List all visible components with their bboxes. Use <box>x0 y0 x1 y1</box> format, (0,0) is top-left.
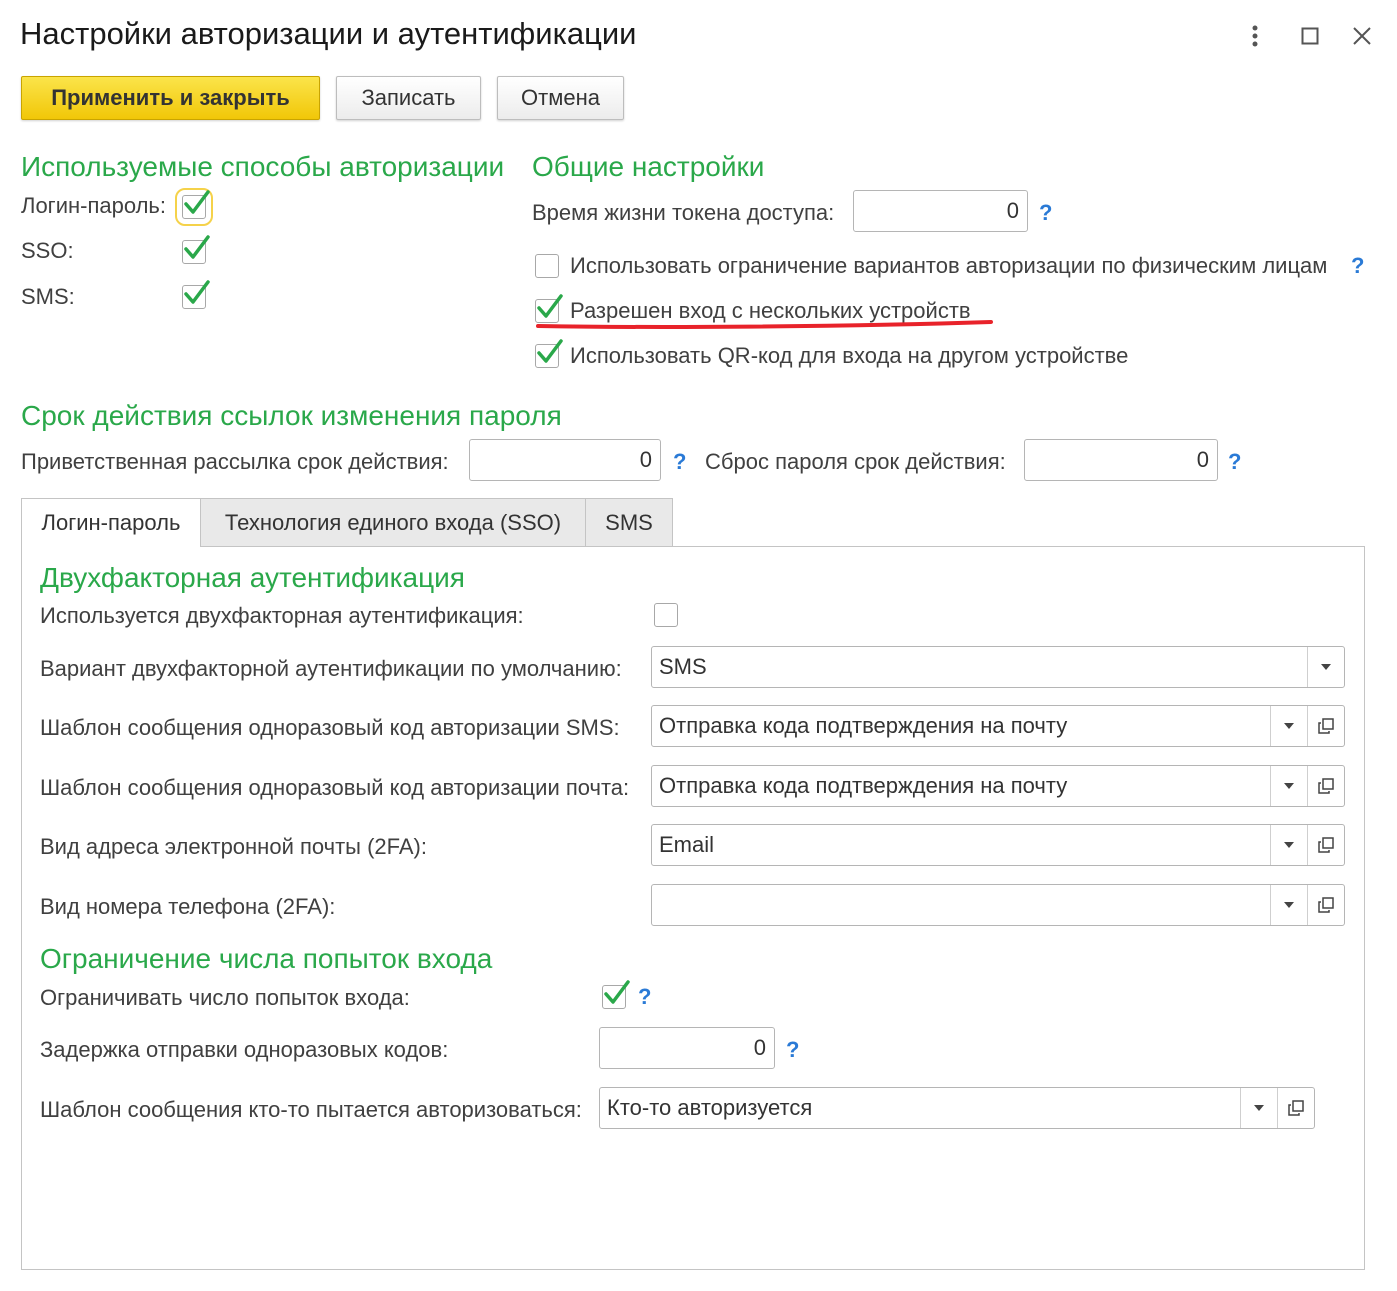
more-vertical-icon[interactable] <box>1237 18 1273 54</box>
window-title: Настройки авторизации и аутентификации <box>20 16 637 51</box>
chevron-down-icon[interactable] <box>1270 885 1307 925</box>
close-icon[interactable] <box>1344 18 1380 54</box>
phone-kind-select[interactable] <box>651 884 1345 926</box>
mail-template-label: Шаблон сообщения одноразовый код авторизации почта: <box>40 775 630 800</box>
password-reset-help-icon[interactable]: ? <box>1228 449 1242 474</box>
check-icon <box>182 278 212 308</box>
open-form-icon[interactable] <box>1277 1088 1314 1128</box>
chevron-down-icon[interactable] <box>1240 1088 1277 1128</box>
sso-checkbox[interactable] <box>182 240 206 264</box>
token-lifetime-input[interactable]: 0 <box>853 190 1028 232</box>
apply-and-close-button[interactable]: Применить и закрыть <box>21 76 320 120</box>
general-settings-title: Общие настройки <box>532 151 765 182</box>
restrict-by-person-checkbox[interactable] <box>535 254 559 278</box>
attempt-template-select[interactable] <box>599 1087 1315 1129</box>
sso-label: SSO: <box>21 238 74 263</box>
chevron-down-icon[interactable] <box>1307 647 1344 687</box>
save-button[interactable]: Записать <box>336 76 481 120</box>
check-icon <box>182 188 212 218</box>
limit-attempts-label: Ограничивать число попыток входа: <box>40 985 410 1010</box>
limit-attempts-checkbox[interactable] <box>602 985 626 1009</box>
phone-kind-value <box>652 885 1270 925</box>
code-delay-help-icon[interactable]: ? <box>786 1037 800 1062</box>
sms-checkbox[interactable] <box>182 285 206 309</box>
two-factor-used-label: Используется двухфакторная аутентификация: <box>40 603 524 628</box>
email-kind-value: Email <box>659 832 715 857</box>
token-lifetime-label: Время жизни токена доступа: <box>532 200 835 225</box>
mail-template-select[interactable] <box>651 765 1345 807</box>
sms-label: SMS: <box>21 284 75 309</box>
welcome-mailing-input[interactable]: 0 <box>469 439 661 481</box>
restrict-by-person-help-icon[interactable]: ? <box>1351 253 1365 278</box>
two-factor-title: Двухфакторная аутентификация <box>40 562 465 593</box>
tab-sso[interactable]: Технология единого входа (SSO) <box>200 498 586 546</box>
password-links-title: Срок действия ссылок изменения пароля <box>21 400 562 431</box>
email-kind-label: Вид адреса электронной почты (2FA): <box>40 834 427 859</box>
login-attempts-title: Ограничение числа попыток входа <box>40 943 493 974</box>
default-variant-select[interactable] <box>651 646 1345 688</box>
sms-template-select[interactable] <box>651 705 1345 747</box>
chevron-down-icon[interactable] <box>1270 766 1307 806</box>
open-form-icon[interactable] <box>1307 706 1344 746</box>
default-variant-label: Вариант двухфакторной аутентификации по умолчанию: <box>40 656 622 681</box>
qr-code-checkbox[interactable] <box>535 344 559 368</box>
open-form-icon[interactable] <box>1307 885 1344 925</box>
welcome-mailing-help-icon[interactable]: ? <box>673 449 687 474</box>
open-form-icon[interactable] <box>1307 766 1344 806</box>
sms-template-value: Отправка кода подтверждения на почту <box>659 713 1068 738</box>
password-reset-input[interactable]: 0 <box>1024 439 1218 481</box>
auth-methods-title: Используемые способы авторизации <box>21 151 505 182</box>
code-delay-input[interactable]: 0 <box>599 1027 775 1069</box>
restrict-by-person-label: Использовать ограничение вариантов авторизации по физическим лицам <box>570 253 1328 278</box>
open-form-icon[interactable] <box>1307 825 1344 865</box>
limit-attempts-help-icon[interactable]: ? <box>638 984 652 1009</box>
check-icon <box>535 337 565 367</box>
password-reset-label: Сброс пароля срок действия: <box>705 449 1006 474</box>
maximize-icon[interactable] <box>1292 18 1328 54</box>
token-lifetime-help-icon[interactable]: ? <box>1039 200 1053 225</box>
check-icon <box>602 978 632 1008</box>
qr-code-label: Использовать QR-код для входа на другом устройстве <box>570 343 1129 368</box>
default-variant-value: SMS <box>659 654 707 679</box>
tab-sms[interactable]: SMS <box>585 498 673 546</box>
multi-device-label: Разрешен вход с нескольких устройств <box>570 298 971 323</box>
phone-kind-label: Вид номера телефона (2FA): <box>40 894 336 919</box>
tab-login-password[interactable]: Логин-пароль <box>21 498 201 547</box>
attempt-template-value: Кто-то авторизуется <box>607 1095 813 1120</box>
login-password-label: Логин-пароль: <box>21 193 167 218</box>
chevron-down-icon[interactable] <box>1270 825 1307 865</box>
welcome-mailing-label: Приветственная рассылка срок действия: <box>21 449 449 474</box>
check-icon <box>182 233 212 263</box>
login-password-checkbox[interactable] <box>182 195 206 219</box>
mail-template-value: Отправка кода подтверждения на почту <box>659 773 1068 798</box>
email-kind-select[interactable] <box>651 824 1345 866</box>
chevron-down-icon[interactable] <box>1270 706 1307 746</box>
code-delay-label: Задержка отправки одноразовых кодов: <box>40 1037 449 1062</box>
cancel-button[interactable]: Отмена <box>497 76 624 120</box>
attempt-template-label: Шаблон сообщения кто-то пытается авторизоваться: <box>40 1097 582 1122</box>
two-factor-used-checkbox[interactable] <box>654 603 678 627</box>
sms-template-label: Шаблон сообщения одноразовый код авторизации SMS: <box>40 715 620 740</box>
highlight-underline <box>535 318 995 332</box>
